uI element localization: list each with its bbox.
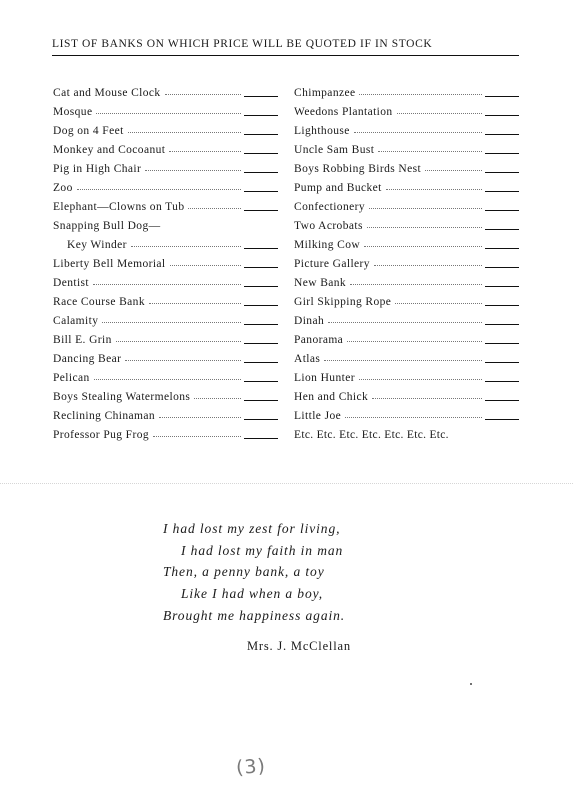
bank-list-item [294,99,519,118]
ink-speck [470,683,472,685]
bank-list-item [294,327,519,346]
bank-list-item [53,99,278,118]
title-rule [52,55,519,56]
poem-line: Brought me happiness again. [163,607,346,623]
page-number: (3) [235,754,267,780]
bank-name: Snapping Bull Dog— [53,220,161,232]
price-blank [244,115,278,116]
price-blank [244,153,278,154]
price-blank [244,400,278,401]
price-blank [485,134,519,135]
bank-list-item [294,270,519,289]
bank-name: Weedons Plantation [294,106,393,118]
leader-dots [188,208,241,209]
poem-line: Then, a penny bank, a toy [163,564,325,580]
price-blank [485,248,519,249]
bank-name: Bill E. Grin [53,334,112,346]
bank-list-item [294,365,519,384]
bank-list-item [294,232,519,251]
bank-name: Confectionery [294,201,365,213]
leader-dots [96,113,241,114]
bank-name: Lion Hunter [294,372,355,384]
bank-list-right-column [294,80,519,441]
bank-name: Two Acrobats [294,220,363,232]
bank-name: Hen and Chick [294,391,369,403]
price-blank [485,229,519,230]
leader-dots [397,113,482,114]
price-blank [485,191,519,192]
bank-list-item [294,422,519,441]
bank-name: Dinah [294,315,325,327]
page-fold-line [0,483,573,484]
bank-name: Girl Skipping Rope [294,296,392,308]
bank-name: Calamity [53,315,99,327]
price-blank [485,96,519,97]
price-blank [244,134,278,135]
bank-list-item [294,308,519,327]
price-blank [244,210,278,211]
bank-name: Dog on 4 Feet [53,125,124,137]
bank-list-item [53,327,278,346]
bank-name: Chimpanzee [294,87,356,99]
price-blank [244,96,278,97]
bank-list-item [294,213,519,232]
bank-list-item [53,137,278,156]
leader-dots [359,379,482,380]
bank-list-item [294,289,519,308]
bank-list-item [53,232,278,251]
bank-name: Pelican [53,372,90,384]
leader-dots [425,170,482,171]
poem-attribution: Mrs. J. McClellan [247,639,351,653]
bank-name: Uncle Sam Bust [294,144,375,156]
bank-list-item [294,175,519,194]
leader-dots [145,170,241,171]
leader-dots [153,436,241,437]
price-blank [485,267,519,268]
leader-dots [350,284,482,285]
bank-name: Little Joe [294,410,342,422]
leader-dots [77,189,241,190]
leader-dots [102,322,241,323]
bank-list-item [53,80,278,99]
leader-dots [386,189,482,190]
bank-list-item [294,251,519,270]
bank-name: Lighthouse [294,125,350,137]
bank-list-item [294,80,519,99]
bank-name: Boys Robbing Birds Nest [294,163,422,175]
bank-list-item [53,118,278,137]
bank-list-item [53,422,278,441]
leader-dots [359,94,482,95]
price-blank [244,438,278,439]
list-title: LIST OF BANKS ON WHICH PRICE WILL BE QUOTED IF IN STOCK [52,38,433,50]
leader-dots [367,227,482,228]
leader-dots [328,322,482,323]
bank-name: New Bank [294,277,347,289]
price-blank [485,324,519,325]
bank-list-item [294,384,519,403]
price-blank [244,267,278,268]
leader-dots [125,360,241,361]
price-blank [485,115,519,116]
price-blank [244,305,278,306]
price-blank [485,400,519,401]
poem [163,518,345,627]
bank-list-item [294,156,519,175]
bank-list-item [53,384,278,403]
leader-dots [94,379,241,380]
bank-name: Liberty Bell Memorial [53,258,166,270]
bank-name: Milking Cow [294,239,361,251]
bank-name: Picture Gallery [294,258,370,270]
bank-list-item [294,118,519,137]
bank-name: Cat and Mouse Clock [53,87,161,99]
price-blank [244,286,278,287]
price-blank [485,172,519,173]
price-blank [485,381,519,382]
price-blank [244,343,278,344]
price-blank [244,324,278,325]
bank-name: Dentist [53,277,90,289]
leader-dots [165,94,241,95]
leader-dots [395,303,482,304]
bank-name: Mosque [53,106,93,118]
price-blank [485,286,519,287]
leader-dots [169,151,241,152]
bank-name: Professor Pug Frog [53,429,150,441]
leader-dots [194,398,241,399]
bank-name: Race Course Bank [53,296,145,308]
price-blank [485,210,519,211]
bank-name: Panorama [294,334,344,346]
bank-list-item [53,308,278,327]
price-blank [485,305,519,306]
bank-name: Elephant—Clowns on Tub [53,201,185,213]
price-blank [485,362,519,363]
bank-list-item [294,346,519,365]
poem-line: Like I had when a boy, [181,586,324,602]
price-blank [485,419,519,420]
bank-list-item [53,213,278,232]
bank-list-item [53,270,278,289]
bank-list-item [53,365,278,384]
price-blank [244,419,278,420]
bank-list-item [53,156,278,175]
bank-list-item [294,137,519,156]
poem-line: I had lost my zest for living, [163,521,341,536]
price-blank [244,381,278,382]
leader-dots [369,208,482,209]
price-blank [485,343,519,344]
bank-name: Boys Stealing Watermelons [53,391,191,403]
leader-dots [374,265,482,266]
leader-dots [128,132,241,133]
price-blank [244,191,278,192]
bank-list-item [53,194,278,213]
bank-name: Dancing Bear [53,353,122,365]
leader-dots [324,360,482,361]
leader-dots [159,417,241,418]
bank-list-item [53,251,278,270]
leader-dots [149,303,241,304]
leader-dots [347,341,482,342]
bank-name: Key Winder [67,239,127,251]
poem-line: I had lost my faith in man [181,542,344,558]
bank-name: Atlas [294,353,321,365]
bank-list-item [53,289,278,308]
price-blank [244,172,278,173]
leader-dots [345,417,482,418]
bank-list-item [53,346,278,365]
bank-list-left-column [53,80,278,441]
leader-dots [93,284,241,285]
bank-list-item [294,194,519,213]
price-blank [485,153,519,154]
leader-dots [372,398,482,399]
leader-dots [354,132,482,133]
leader-dots [364,246,482,247]
bank-name: Pump and Bucket [294,182,382,194]
price-blank [244,362,278,363]
bank-list-item [53,403,278,422]
leader-dots [378,151,482,152]
bank-list-item [53,175,278,194]
bank-name: Etc. Etc. Etc. Etc. Etc. Etc. Etc. [294,429,449,441]
bank-name: Zoo [53,182,73,194]
bank-name: Monkey and Cocoanut [53,144,166,156]
price-blank [244,248,278,249]
leader-dots [170,265,241,266]
bank-name: Pig in High Chair [53,163,142,175]
leader-dots [116,341,241,342]
bank-name: Reclining Chinaman [53,410,156,422]
bank-list-item [294,403,519,422]
leader-dots [131,246,241,247]
